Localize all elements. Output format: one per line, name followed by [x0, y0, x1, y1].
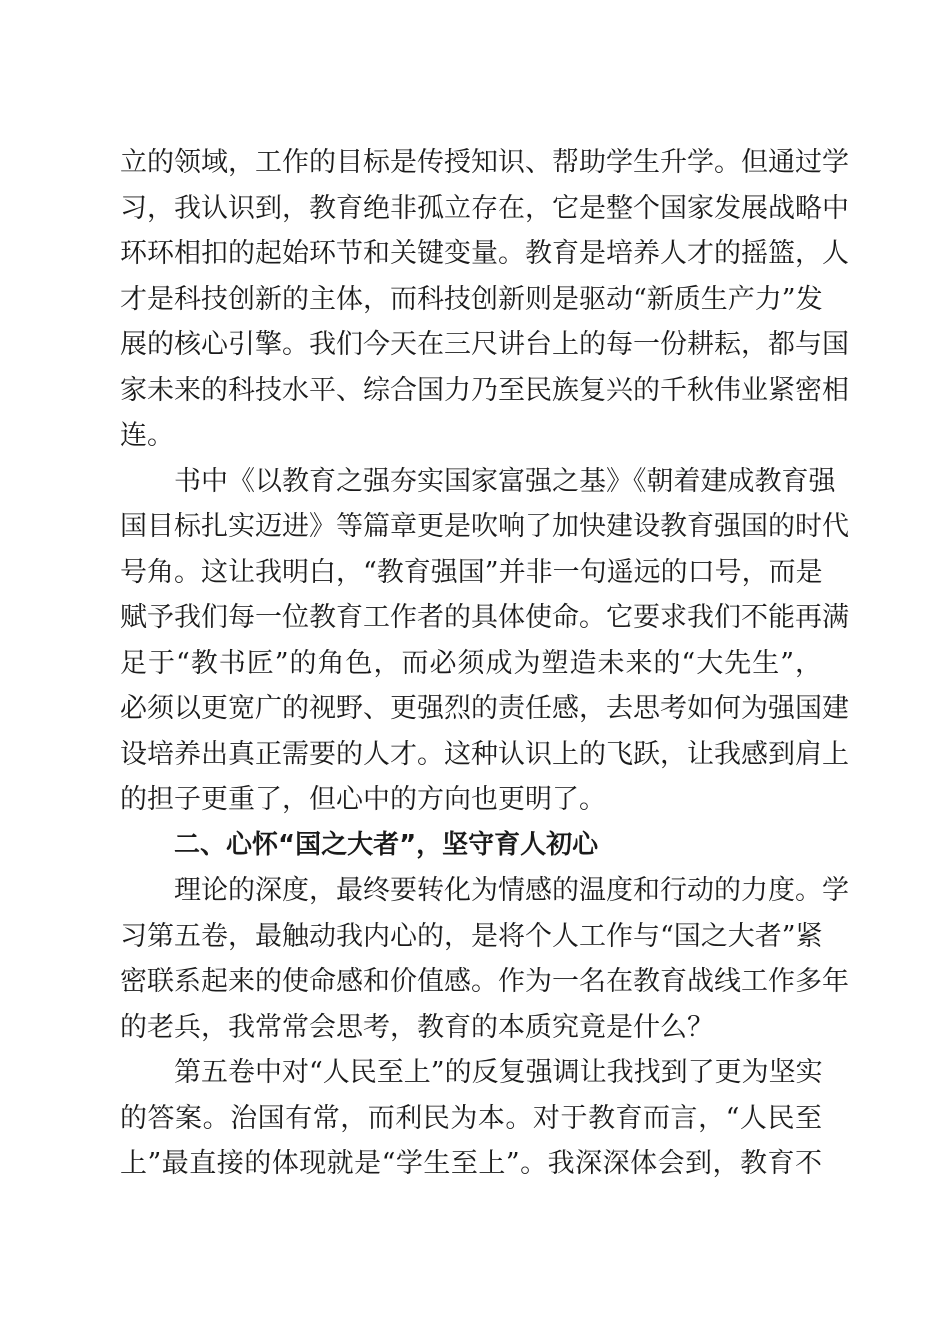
text-line: 家未来的科技水平、综合国力乃至民族复兴的千秋伟业紧密相: [120, 374, 849, 406]
paragraph-theory-depth: [120, 868, 849, 1050]
text-line: 必须以更宽广的视野、更强烈的责任感，去思考如何为强国建: [120, 693, 849, 724]
paragraph-education-power: [120, 459, 849, 823]
text-line: 赋予我们每一位教育工作者的具体使命。它要求我们不能再满: [120, 602, 849, 633]
document-page: [120, 140, 849, 1187]
text-line: 上”最直接的体现就是“学生至上”。我深深体会到，教育不: [120, 1148, 822, 1179]
text-line: 习，我认识到，教育绝非孤立存在，它是整个国家发展战略中: [120, 192, 849, 224]
text-line: 环环相扣的起始环节和关键变量。教育是培养人才的摇篮，人: [120, 238, 849, 269]
text-line: 足于“教书匠”的角色，而必须成为塑造未来的“大先生”，: [120, 647, 822, 679]
text-line: 的老兵，我常常会思考，教育的本质究竟是什么？: [120, 1011, 714, 1043]
text-line: 设培养出真正需要的人才。这种认识上的飞跃，让我感到肩上: [120, 738, 849, 770]
text-line: 展的核心引擎。我们今天在三尺讲台上的每一份耕耘，都与国: [120, 329, 849, 360]
text-line: 的担子更重了，但心中的方向也更明了。: [120, 784, 606, 815]
paragraph-people-first: [120, 1050, 822, 1187]
text-line: 国目标扎实迈进》等篇章更是吹响了加快建设教育强国的时代: [120, 511, 849, 542]
text-line: 习第五卷，最触动我内心的，是将个人工作与“国之大者”紧: [120, 920, 823, 952]
section-heading: 二、心怀“国之大者”，坚守育人初心: [174, 829, 599, 860]
text-line: 密联系起来的使命感和价值感。作为一名在教育战线工作多年: [120, 966, 849, 997]
text-line: 书中《以教育之强夯实国家富强之基》《朝着建成教育强: [174, 465, 836, 497]
text-line: 才是科技创新的主体，而科技创新则是驱动“新质生产力”发: [120, 283, 823, 315]
text-line: 的答案。治国有常，而利民为本。对于教育而言，“人民至: [120, 1102, 822, 1134]
text-line: 连。: [120, 420, 174, 451]
paragraph-education-strategy: [120, 140, 849, 459]
text-line: 第五卷中对“人民至上”的反复强调让我找到了更为坚实: [174, 1057, 823, 1088]
text-line: 理论的深度，最终要转化为情感的温度和行动的力度。学: [174, 875, 849, 906]
text-line: 号角。这让我明白，“教育强国”并非一句遥远的口号，而是: [120, 556, 823, 588]
text-line: 立的领域，工作的目标是传授知识、帮助学生升学。但通过学: [120, 147, 849, 178]
